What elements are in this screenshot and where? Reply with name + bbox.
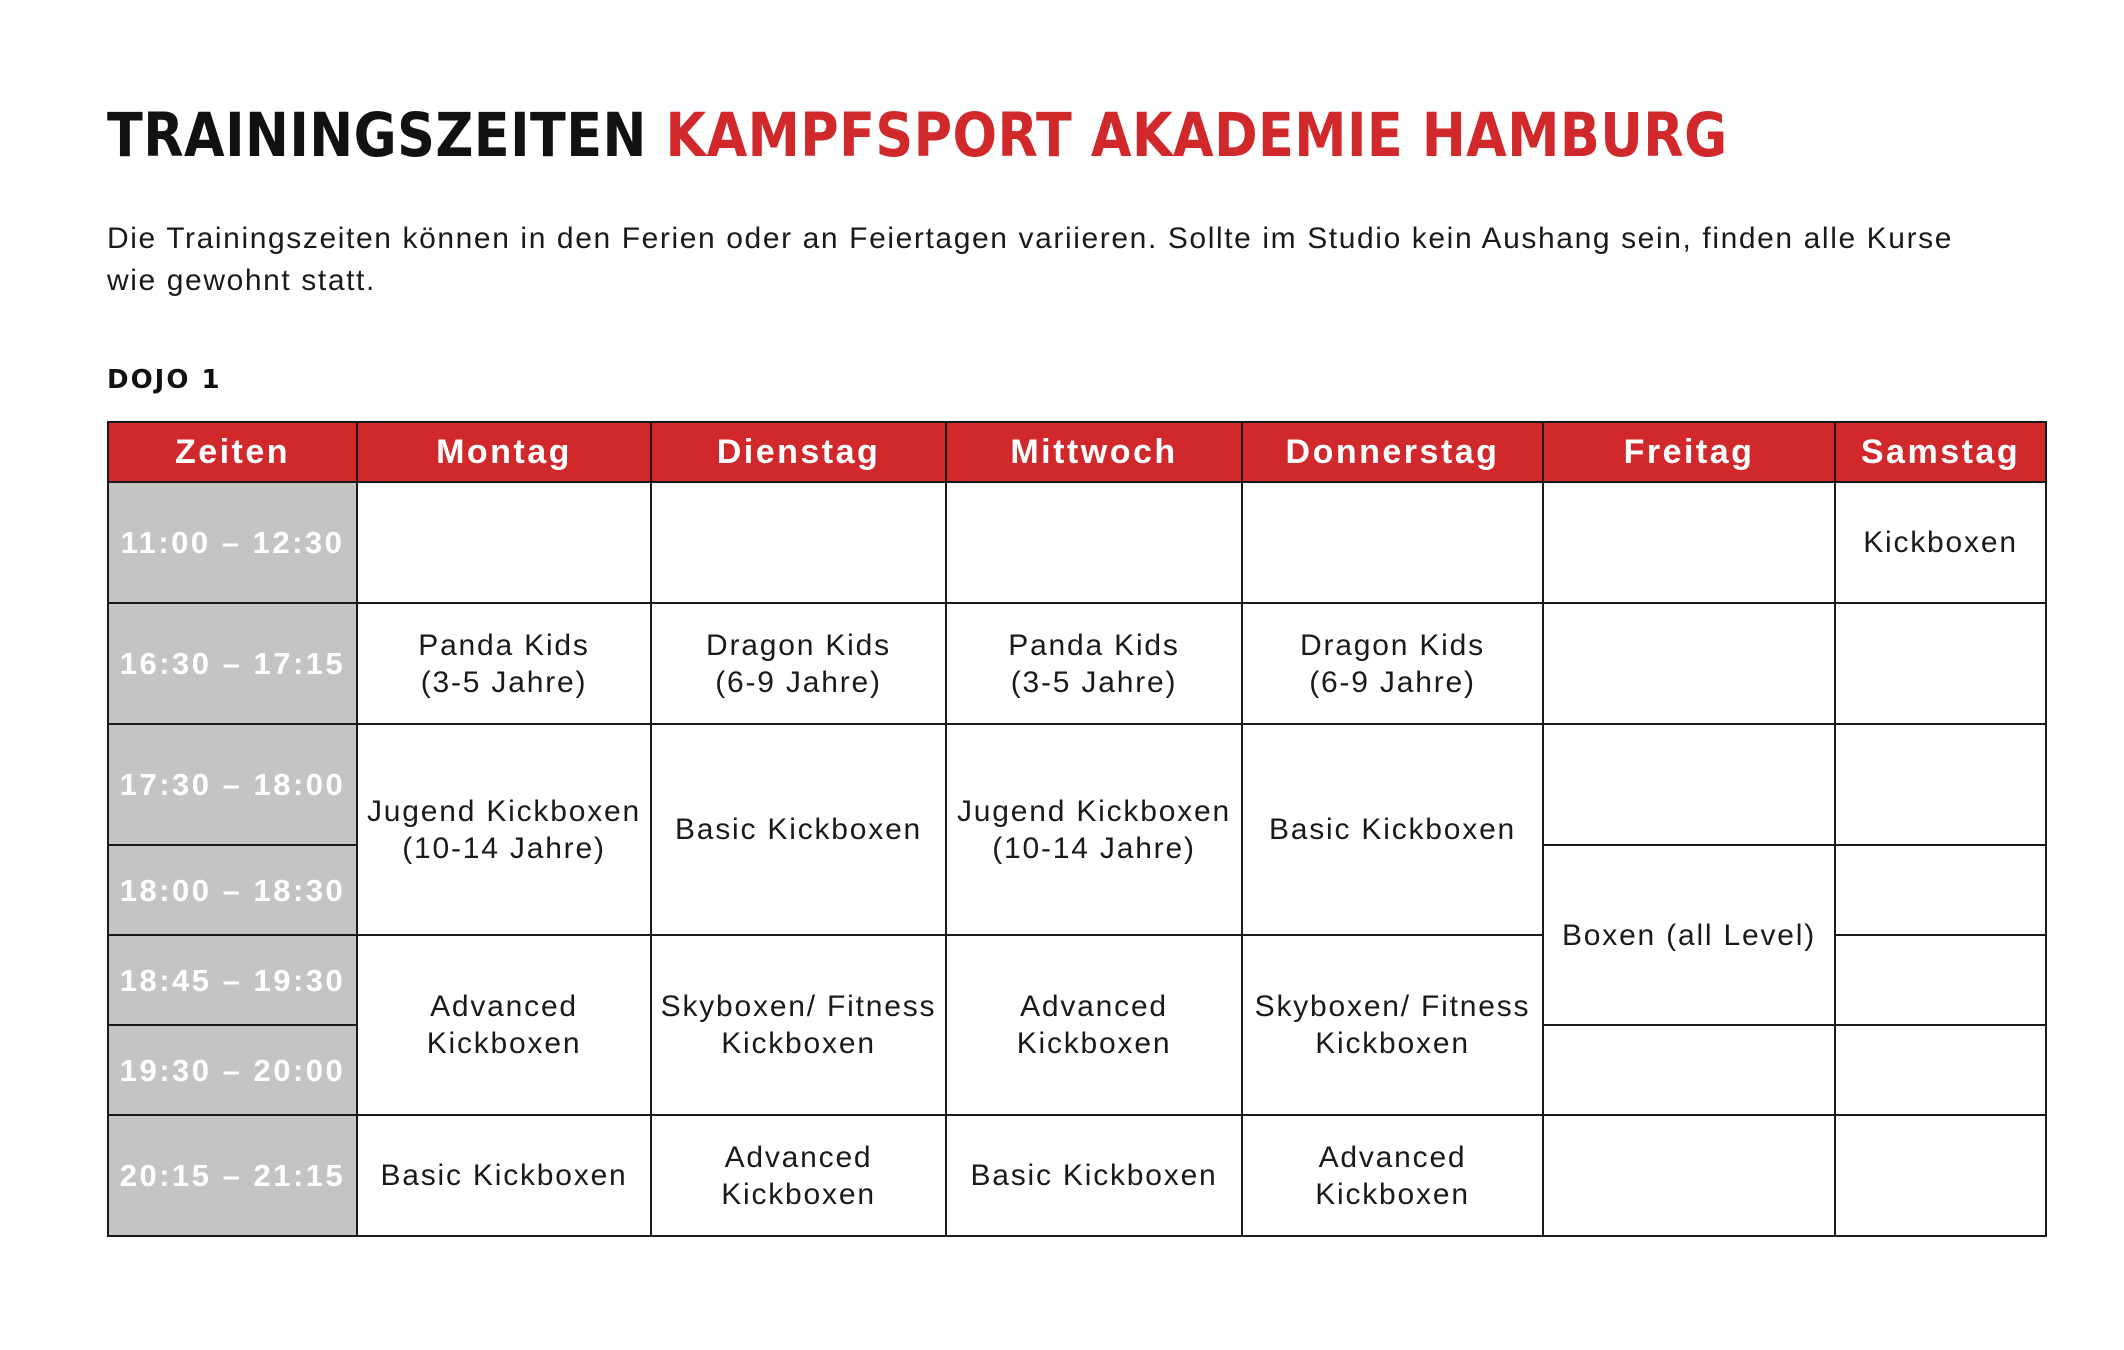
class-name-line-2: Kickboxen xyxy=(721,1177,876,1211)
class-cell-empty xyxy=(1835,845,2046,935)
class-cell: Basic Kickboxen xyxy=(946,1115,1242,1236)
class-cell xyxy=(946,603,1242,724)
class-cell-empty xyxy=(1835,724,2046,845)
class-age-range: (3-5 Jahre) xyxy=(420,665,588,699)
section-label-dojo: DOJO 1 xyxy=(107,365,222,395)
class-cell xyxy=(946,935,1242,1115)
column-header-thursday: Donnerstag xyxy=(1242,422,1543,482)
class-cell: Boxen (all Level) xyxy=(1543,845,1835,1025)
time-slot: 18:00 – 18:30 xyxy=(108,845,357,935)
class-cell xyxy=(651,1115,946,1236)
table-row xyxy=(108,1115,2046,1236)
time-slot: 11:00 – 12:30 xyxy=(108,482,357,603)
class-name-line-1: Advanced xyxy=(1318,1140,1467,1174)
class-cell xyxy=(1242,935,1543,1115)
class-cell-empty xyxy=(1543,1025,1835,1115)
time-slot: 19:30 – 20:00 xyxy=(108,1025,357,1115)
class-name: Jugend Kickboxen xyxy=(367,794,641,828)
class-age-range: (6-9 Jahre) xyxy=(715,665,882,699)
time-slot: 17:30 – 18:00 xyxy=(108,724,357,845)
class-cell-empty xyxy=(1543,482,1835,603)
column-header-friday: Freitag xyxy=(1543,422,1835,482)
class-cell-empty xyxy=(1543,724,1835,845)
column-header-wednesday: Mittwoch xyxy=(946,422,1242,482)
class-name: Dragon Kids xyxy=(1300,628,1485,662)
time-slot: 16:30 – 17:15 xyxy=(108,603,357,724)
class-cell: Kickboxen xyxy=(1835,482,2046,603)
class-age-range: (6-9 Jahre) xyxy=(1309,665,1476,699)
class-cell: Basic Kickboxen xyxy=(357,1115,651,1236)
class-cell-empty xyxy=(1835,1115,2046,1236)
class-name: Panda Kids xyxy=(418,628,590,662)
class-name: Dragon Kids xyxy=(706,628,891,662)
column-header-monday: Montag xyxy=(357,422,651,482)
class-cell xyxy=(357,724,651,935)
class-name-line-1: Skyboxen/ Fitness xyxy=(660,990,937,1023)
class-name-line-2: Kickboxen xyxy=(721,1027,876,1060)
column-header-times: Zeiten xyxy=(108,422,357,482)
class-name-line-1: Advanced xyxy=(1020,990,1168,1023)
class-cell xyxy=(357,935,651,1115)
class-cell-empty xyxy=(1242,482,1543,603)
class-cell-empty xyxy=(357,482,651,603)
class-name-line-1: Advanced xyxy=(724,1140,873,1174)
class-cell-empty xyxy=(1835,935,2046,1025)
table-row xyxy=(108,724,2046,845)
class-cell-empty xyxy=(1543,603,1835,724)
class-cell: Basic Kickboxen xyxy=(651,724,946,935)
class-cell-empty xyxy=(1543,1115,1835,1236)
class-cell-empty xyxy=(651,482,946,603)
class-name-line-1: Skyboxen/ Fitness xyxy=(1254,990,1531,1023)
class-age-range: (10-14 Jahre) xyxy=(402,831,606,865)
class-cell-empty xyxy=(1835,1025,2046,1115)
class-cell: Basic Kickboxen xyxy=(1242,724,1543,935)
time-slot: 20:15 – 21:15 xyxy=(108,1115,357,1236)
class-cell xyxy=(1242,1115,1543,1236)
column-header-saturday: Samstag xyxy=(1835,422,2046,482)
class-cell xyxy=(1242,603,1543,724)
class-cell xyxy=(651,935,946,1115)
class-name-line-2: Kickboxen xyxy=(426,1027,582,1060)
class-cell-empty xyxy=(946,482,1242,603)
column-header-tuesday: Dienstag xyxy=(651,422,946,482)
class-name-line-1: Advanced xyxy=(430,990,578,1023)
class-cell xyxy=(946,724,1242,935)
class-cell xyxy=(651,603,946,724)
class-name-line-2: Kickboxen xyxy=(1016,1027,1172,1060)
class-name-line-2: Kickboxen xyxy=(1315,1177,1470,1211)
intro-text: Die Trainingszeiten können in den Ferien oder an Feiertagen variieren. Sollte im Studio kein Aushang sein, finden alle Kurse wie gewohnt statt. xyxy=(107,222,1954,297)
table-row xyxy=(108,482,2046,603)
class-age-range: (3-5 Jahre) xyxy=(1010,665,1178,699)
class-name: Jugend Kickboxen xyxy=(957,794,1231,828)
time-slot: 18:45 – 19:30 xyxy=(108,935,357,1025)
schedule-table xyxy=(107,421,2047,1237)
table-row xyxy=(108,603,2046,724)
class-cell-empty xyxy=(1835,603,2046,724)
page-title-part-schedule: TRAININGSZEITEN xyxy=(107,100,647,171)
page-title xyxy=(107,96,1728,176)
class-age-range: (10-14 Jahre) xyxy=(992,831,1196,865)
page-title-part-academy: KAMPFSPORT AKADEMIE HAMBURG xyxy=(665,100,1728,171)
class-cell xyxy=(357,603,651,724)
class-name-line-2: Kickboxen xyxy=(1315,1027,1470,1060)
table-header-row xyxy=(108,422,2046,482)
class-name: Panda Kids xyxy=(1008,628,1180,662)
